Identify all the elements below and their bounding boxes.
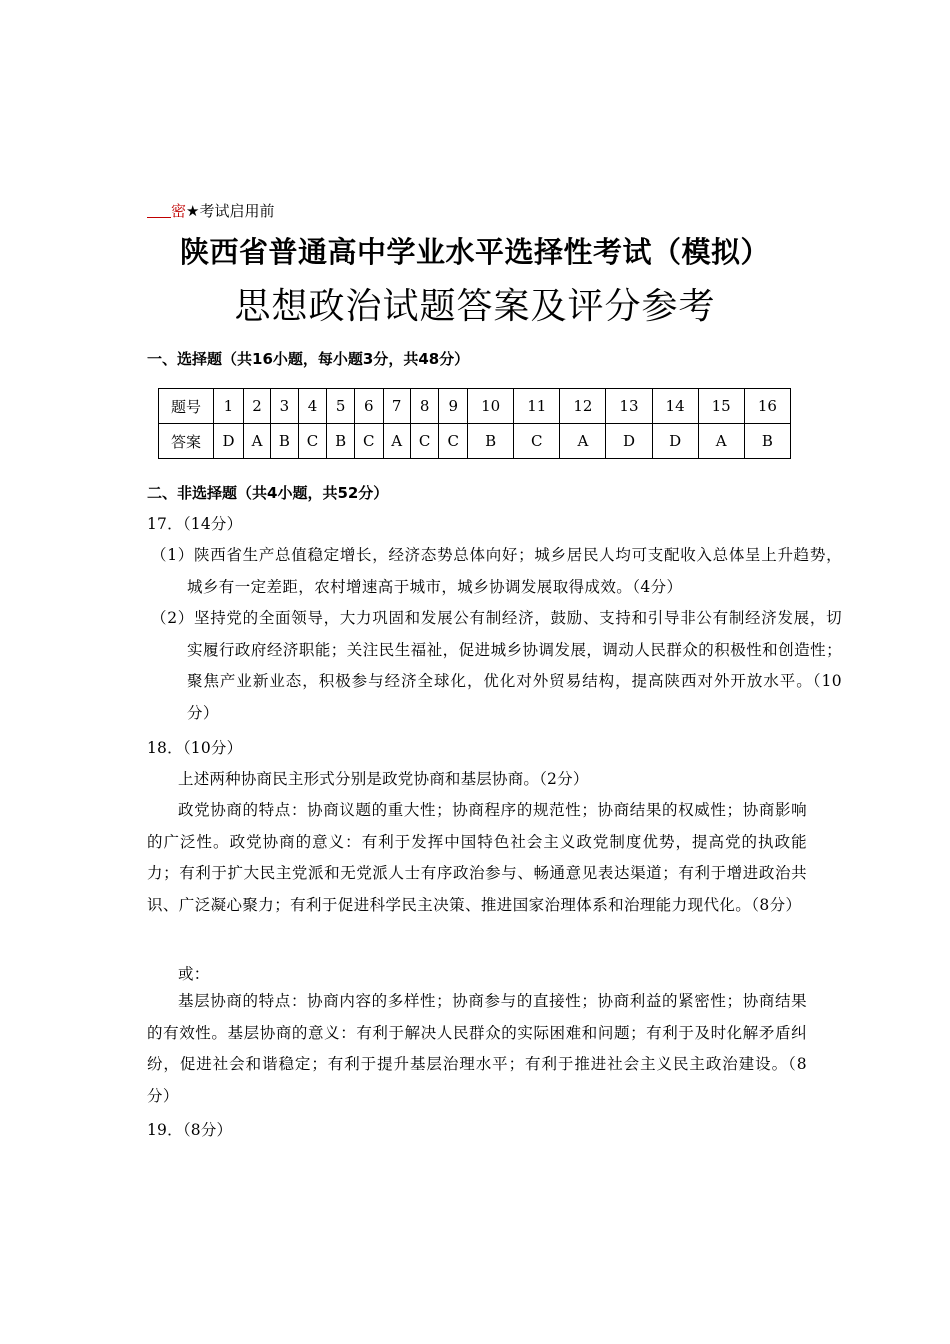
answer-cell: B <box>327 424 355 459</box>
answer-cell: B <box>468 424 514 459</box>
q18-intro: 上述两种协商民主形式分别是政党协商和基层协商。（2分） <box>178 770 589 788</box>
question-number-cell: 5 <box>327 389 355 424</box>
question-number-cell: 13 <box>606 389 652 424</box>
blank-underline <box>147 203 171 218</box>
answer-cell: C <box>354 424 383 459</box>
question-number-cell: 16 <box>744 389 790 424</box>
question-number-cell: 11 <box>514 389 560 424</box>
exam-subtitle: 思想政治试题答案及评分参考 <box>234 286 716 327</box>
question-number-cell: 12 <box>560 389 606 424</box>
answer-cell: B <box>271 424 299 459</box>
q18-paragraph-grassroots: 基层协商的特点：协商内容的多样性；协商参与的直接性；协商利益的紧密性；协商结果的有效性。基层协商的意义：有利于解决人民群众的实际困难和问题；有利于及时化解矛盾纠纷，促进社会和谐稳定；有利于提升基层治理水平；有利于推进社会主义民主政治建设。（8分） <box>147 992 807 1105</box>
answer-table <box>158 388 791 459</box>
answer-cell: A <box>698 424 744 459</box>
answer-cell: D <box>606 424 652 459</box>
answer-cell: D <box>214 424 244 459</box>
answer-cell: C <box>298 424 327 459</box>
answer-cell: A <box>560 424 606 459</box>
confidential-mark-char: 密 <box>171 202 187 220</box>
question-number-cell: 2 <box>243 389 270 424</box>
question-number-cell: 14 <box>652 389 698 424</box>
q18-or: 或： <box>178 965 210 983</box>
confidential-mark <box>147 200 274 221</box>
answer-table-number-row <box>159 389 791 424</box>
question-number-cell: 10 <box>468 389 514 424</box>
question-number-cell: 1 <box>214 389 244 424</box>
section1-heading: 一、选择题（共16小题，每小题3分，共48分） <box>147 350 470 368</box>
q19-label: 19．（8分） <box>147 1121 233 1139</box>
question-number-cell: 4 <box>298 389 327 424</box>
question-number-cell: 3 <box>271 389 299 424</box>
question-number-cell: 15 <box>698 389 744 424</box>
answer-table-answer-row <box>159 424 791 459</box>
number-row-label: 题号 <box>159 389 214 424</box>
answer-cell: D <box>652 424 698 459</box>
answer-cell: C <box>410 424 439 459</box>
section2-heading: 二、非选择题（共4小题，共52分） <box>147 484 389 502</box>
confidential-mark-text: ★考试启用前 <box>186 202 275 220</box>
exam-title: 陕西省普通高中学业水平选择性考试（模拟） <box>179 235 770 269</box>
answer-row-label: 答案 <box>159 424 214 459</box>
answer-cell: A <box>243 424 270 459</box>
answer-cell: B <box>744 424 790 459</box>
question-number-cell: 9 <box>439 389 468 424</box>
answer-cell: A <box>383 424 410 459</box>
q17-part1: （1）陕西省生产总值稳定增长，经济态势总体向好；城乡居民人均可支配收入总体呈上升趋势，城乡有一定差距，农村增速高于城市，城乡协调发展取得成效。（4分） <box>151 546 842 596</box>
answer-cell: C <box>439 424 468 459</box>
answer-cell: C <box>514 424 560 459</box>
question-number-cell: 7 <box>383 389 410 424</box>
q18-paragraph-party: 政党协商的特点：协商议题的重大性；协商程序的规范性；协商结果的权威性；协商影响的广泛性。政党协商的意义：有利于发挥中国特色社会主义政党制度优势，提高党的执政能力；有利于扩大民主党派和无党派人士有序政治参与、畅通意见表达渠道；有利于增进政治共识、广泛凝心聚力；有利于促进科学民主决策、推进国家治理体系和治理能力现代化。（8分） <box>147 801 807 914</box>
q17-label: 17．（14分） <box>147 515 243 533</box>
question-number-cell: 8 <box>410 389 439 424</box>
q17-part2: （2）坚持党的全面领导，大力巩固和发展公有制经济，鼓励、支持和引导非公有制经济发展，切实履行政府经济职能；关注民生福祉，促进城乡协调发展，调动人民群众的积极性和创造性；聚焦产业新业态，积极参与经济全球化，优化对外贸易结构，提高陕西对外开放水平。（10分） <box>151 609 842 722</box>
q18-label: 18．（10分） <box>147 739 243 757</box>
question-number-cell: 6 <box>354 389 383 424</box>
